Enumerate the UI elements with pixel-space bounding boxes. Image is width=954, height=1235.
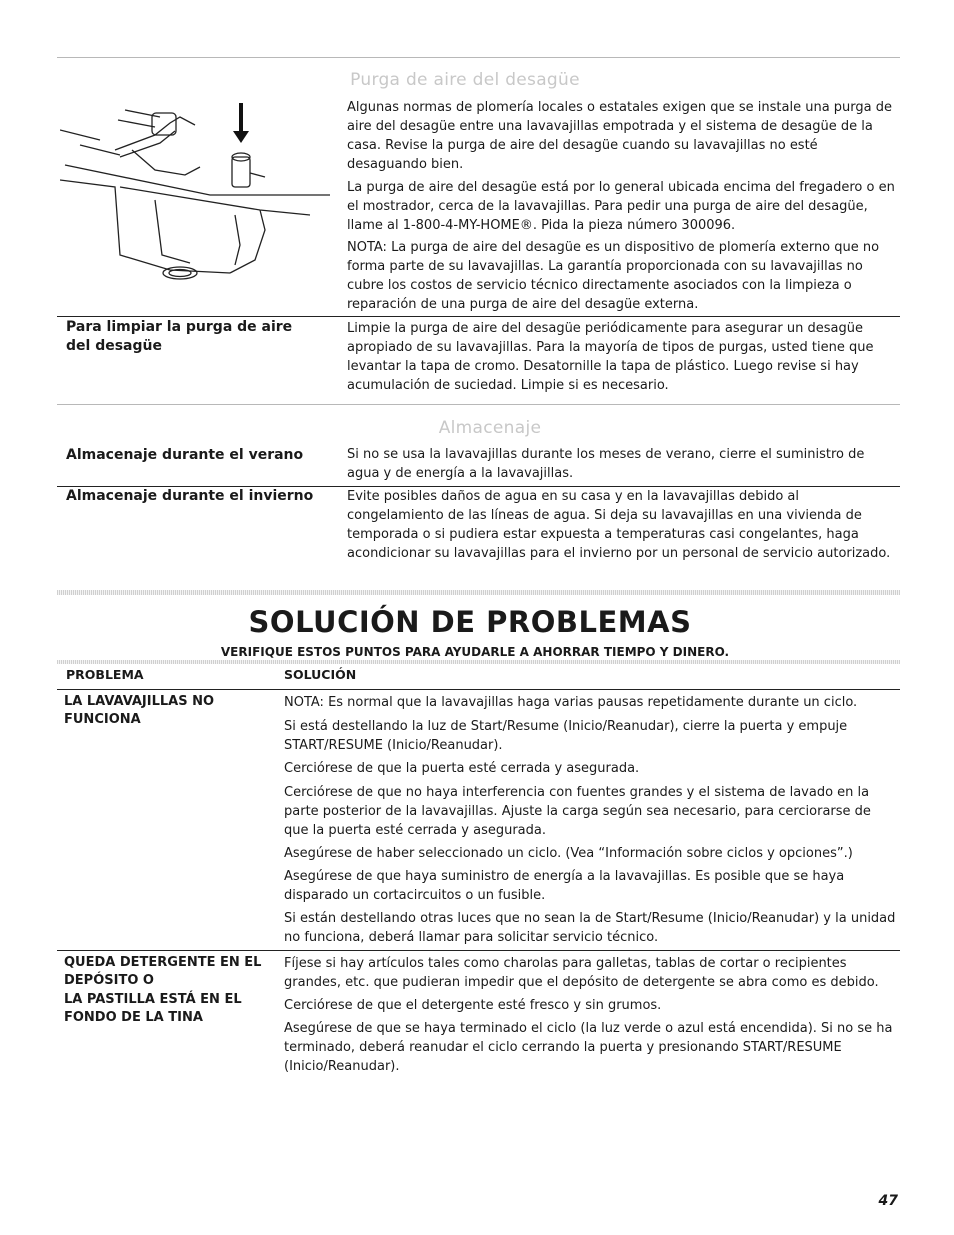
page-number: 47: [878, 1193, 898, 1209]
column-header-solution: SOLUCIÓN: [284, 667, 357, 682]
solution-item: Si está destellando la luz de Start/Resume (Inicio/Reanudar), cierre la puerta y empuje START/RESUME (Inicio/Reanudar).: [284, 719, 848, 753]
table-header-bottom-rule: [57, 689, 900, 690]
storage-top-rule: [57, 404, 900, 405]
clean-air-gap-text: Limpie la purga de aire del desagüe periódicamente para asegurar un desagüe apropiado de su lavavajillas. Para la mayoría de tipos de purgas, usted tiene que levantar la tapa de cromo. Desatornille la tapa de plástico. Luego revise si hay acumulación de suciedad. Limpie si es necesario.: [347, 321, 874, 393]
sink-air-gap-illustration: [60, 95, 340, 295]
solution-item: Si están destellando otras luces que no sean la de Start/Resume (Inicio/Reanudar) y la unidad no funciona, deberá llamar para solicitar servicio técnico.: [284, 911, 896, 945]
section-title-storage: Almacenaje: [438, 418, 542, 438]
clean-air-gap-label: Para limpiar la purga de aire del desagüe: [66, 319, 293, 354]
solution-item: Asegúrese de haber seleccionado un ciclo. (Vea “Información sobre ciclos y opciones”.): [284, 846, 853, 861]
storage-bottom-divider: [57, 590, 900, 595]
drain-air-gap-paragraph-1: Algunas normas de plomería locales o estatales exigen que se instale una purga de aire del desagüe entre una lavavajillas empotrada y el sistema de desagüe de la casa. Revise la purga de aire del desagüe cuando su lavavajillas no esté desaguando bien.: [347, 100, 892, 172]
solution-item: Asegúrese de que haya suministro de energía a la lavavajillas. Es posible que se haya disparado un cortacircuitos o un fusible.: [284, 869, 845, 903]
winter-storage-text: Evite posibles daños de agua en su casa y en la lavavajillas debido al congelamiento de las líneas de agua. Si deja su lavavajillas en una vivienda de temporada o si pudiera estar expuesta a temperaturas casi congelantes, haga acondicionar su lavavajillas para el invierno por un personal de servicio autorizado.: [347, 489, 891, 561]
problem-dishwasher-not-working: LA LAVAVAJILLAS NO FUNCIONA: [64, 694, 215, 727]
clean-row-rule: [57, 316, 900, 317]
troubleshooting-subtitle: VERIFIQUE ESTOS PUNTOS PARA AYUDARLE A AHORRAR TIEMPO Y DINERO.: [220, 645, 730, 659]
solution-item: Fíjese si hay artículos tales como charolas para galletas, tablas de cortar o recipientes grandes, etc. que pudieran impedir que el depósito de detergente se abra como es debido.: [284, 956, 879, 990]
summer-storage-label: Almacenaje durante el verano: [66, 447, 304, 463]
drain-air-gap-paragraph-2: La purga de aire del desagüe está por lo general ubicada encima del fregadero o en el mostrador, cerca de la lavavajillas. Para pedir una purga de aire del desagüe, llame al 1-800-4-MY-HOME®. Pida la pieza número 300096.: [347, 180, 895, 233]
row-divider: [57, 950, 900, 951]
column-header-problem: PROBLEMA: [66, 667, 144, 682]
problem-detergent-left-line-2: LA PASTILLA ESTÁ EN EL FONDO DE LA TINA: [64, 992, 242, 1025]
winter-storage-label: Almacenaje durante el invierno: [66, 488, 314, 504]
solution-item: Asegúrese de que se haya terminado el ciclo (la luz verde o azul está encendida). Si no se ha terminado, deberá reanudar el ciclo cerrando la puerta y presionando START/RESUME (Inicio/Reanudar).: [284, 1021, 893, 1074]
solution-item: Cerciórese de que no haya interferencia con fuentes grandes y el sistema de lavado en la parte posterior de la lavavajillas. Ajuste la carga según sea necesario, para cerciorarse de que la puerta esté cerrada y asegurada.: [284, 785, 871, 838]
troubleshooting-title: SOLUCIÓN DE PROBLEMAS: [248, 605, 692, 639]
table-header-top-divider: [57, 660, 900, 664]
problem-detergent-left-line-1: QUEDA DETERGENTE EN EL DEPÓSITO O: [64, 955, 262, 988]
solution-item: NOTA: Es normal que la lavavajillas haga varias pausas repetidamente durante un ciclo.: [284, 695, 858, 710]
summer-storage-text: Si no se usa la lavavajillas durante los meses de verano, cierre el suministro de agua y de energía a la lavavajillas.: [347, 447, 865, 481]
solution-item: Cerciórese de que el detergente esté fresco y sin grumos.: [284, 998, 662, 1013]
drain-air-gap-note: NOTA: La purga de aire del desagüe es un dispositivo de plomería externo que no forma parte de su lavavajillas. La garantía proporcionada con su lavavajillas no cubre los costos de servicio técnico directamente asociados con la limpieza o reparación de una purga de aire del desagüe externa.: [347, 240, 880, 312]
solution-item: Cerciórese de que la puerta esté cerrada y asegurada.: [284, 761, 640, 776]
top-rule: [57, 57, 900, 58]
section-title-drain-air-gap: Purga de aire del desagüe: [350, 70, 580, 90]
